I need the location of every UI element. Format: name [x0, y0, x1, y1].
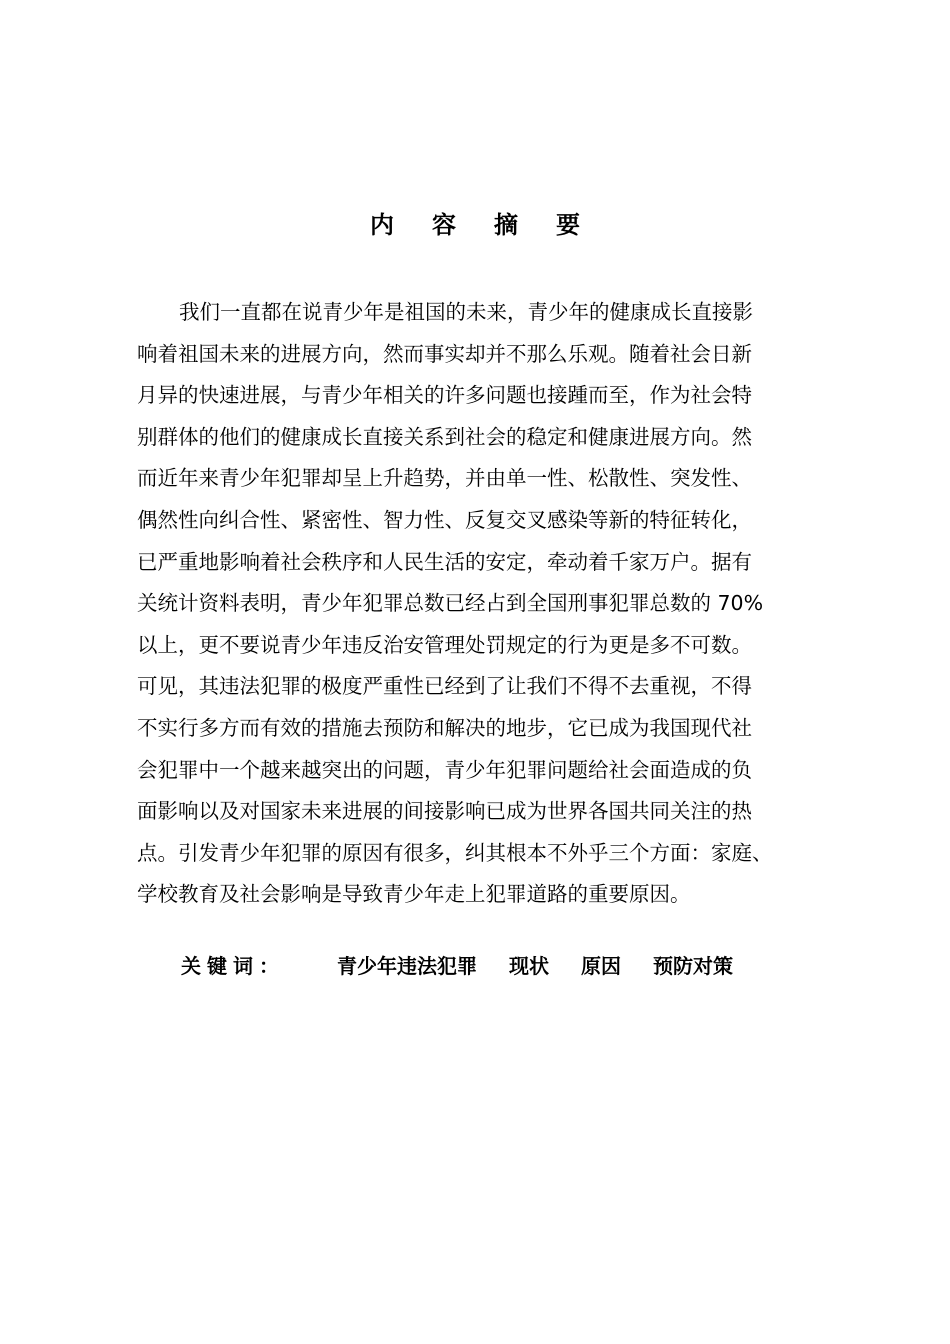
abstract-body [137, 292, 827, 916]
abstract-line: 偶然性向纠合性、紧密性、智力性、反复交叉感染等新的特征转化， [137, 507, 752, 532]
abstract-line: 我们一直都在说青少年是祖国的未来，青少年的健康成长直接影 [179, 300, 753, 324]
page-title [0, 207, 950, 243]
abstract-line: 面影响以及对国家未来进展的间接影响已成为世界各国共同关注的热 [137, 799, 752, 824]
abstract-line: 会犯罪中一个越来越突出的问题，青少年犯罪问题给社会面造成的负 [137, 757, 752, 782]
abstract-line: 点。引发青少年犯罪的原因有很多，纠其根本不外乎三个方面：家庭、 [137, 840, 773, 865]
abstract-line: 别群体的他们的健康成长直接关系到社会的稳定和健康进展方向。然 [137, 424, 752, 449]
abstract-line: 而近年来青少年犯罪却呈上升趋势，并由单一性、松散性、突发性、 [137, 466, 752, 491]
abstract-line: 不实行多方而有效的措施去预防和解决的地步，它已成为我国现代社 [137, 715, 752, 740]
keyword: 原因 [581, 954, 621, 978]
abstract-line: 关统计资料表明，青少年犯罪总数已经占到全国刑事犯罪总数的 70% [137, 591, 764, 616]
keywords-label: 关键词： [181, 954, 285, 978]
abstract-line: 月异的快速进展，与青少年相关的许多问题也接踵而至，作为社会特 [137, 383, 752, 408]
abstract-line: 以上，更不要说青少年违反治安管理处罚规定的行为更是多不可数。 [137, 632, 752, 657]
keyword: 现状 [509, 954, 549, 978]
keyword: 青少年违法犯罪 [337, 954, 477, 978]
title-char: 容 [432, 211, 456, 239]
title-char: 摘 [494, 211, 518, 239]
abstract-line: 响着祖国未来的进展方向，然而事实却并不那么乐观。随着社会日新 [137, 341, 752, 366]
keyword: 预防对策 [653, 954, 733, 978]
title-char: 内 [370, 211, 394, 239]
title-char: 要 [556, 211, 580, 239]
abstract-line: 已严重地影响着社会秩序和人民生活的安定，牵动着千家万户。据有 [137, 549, 752, 574]
abstract-line: 学校教育及社会影响是导致青少年走上犯罪道路的重要原因。 [137, 882, 691, 907]
keywords-row [181, 948, 765, 984]
abstract-line: 可见，其违法犯罪的极度严重性已经到了让我们不得不去重视，不得 [137, 674, 752, 699]
